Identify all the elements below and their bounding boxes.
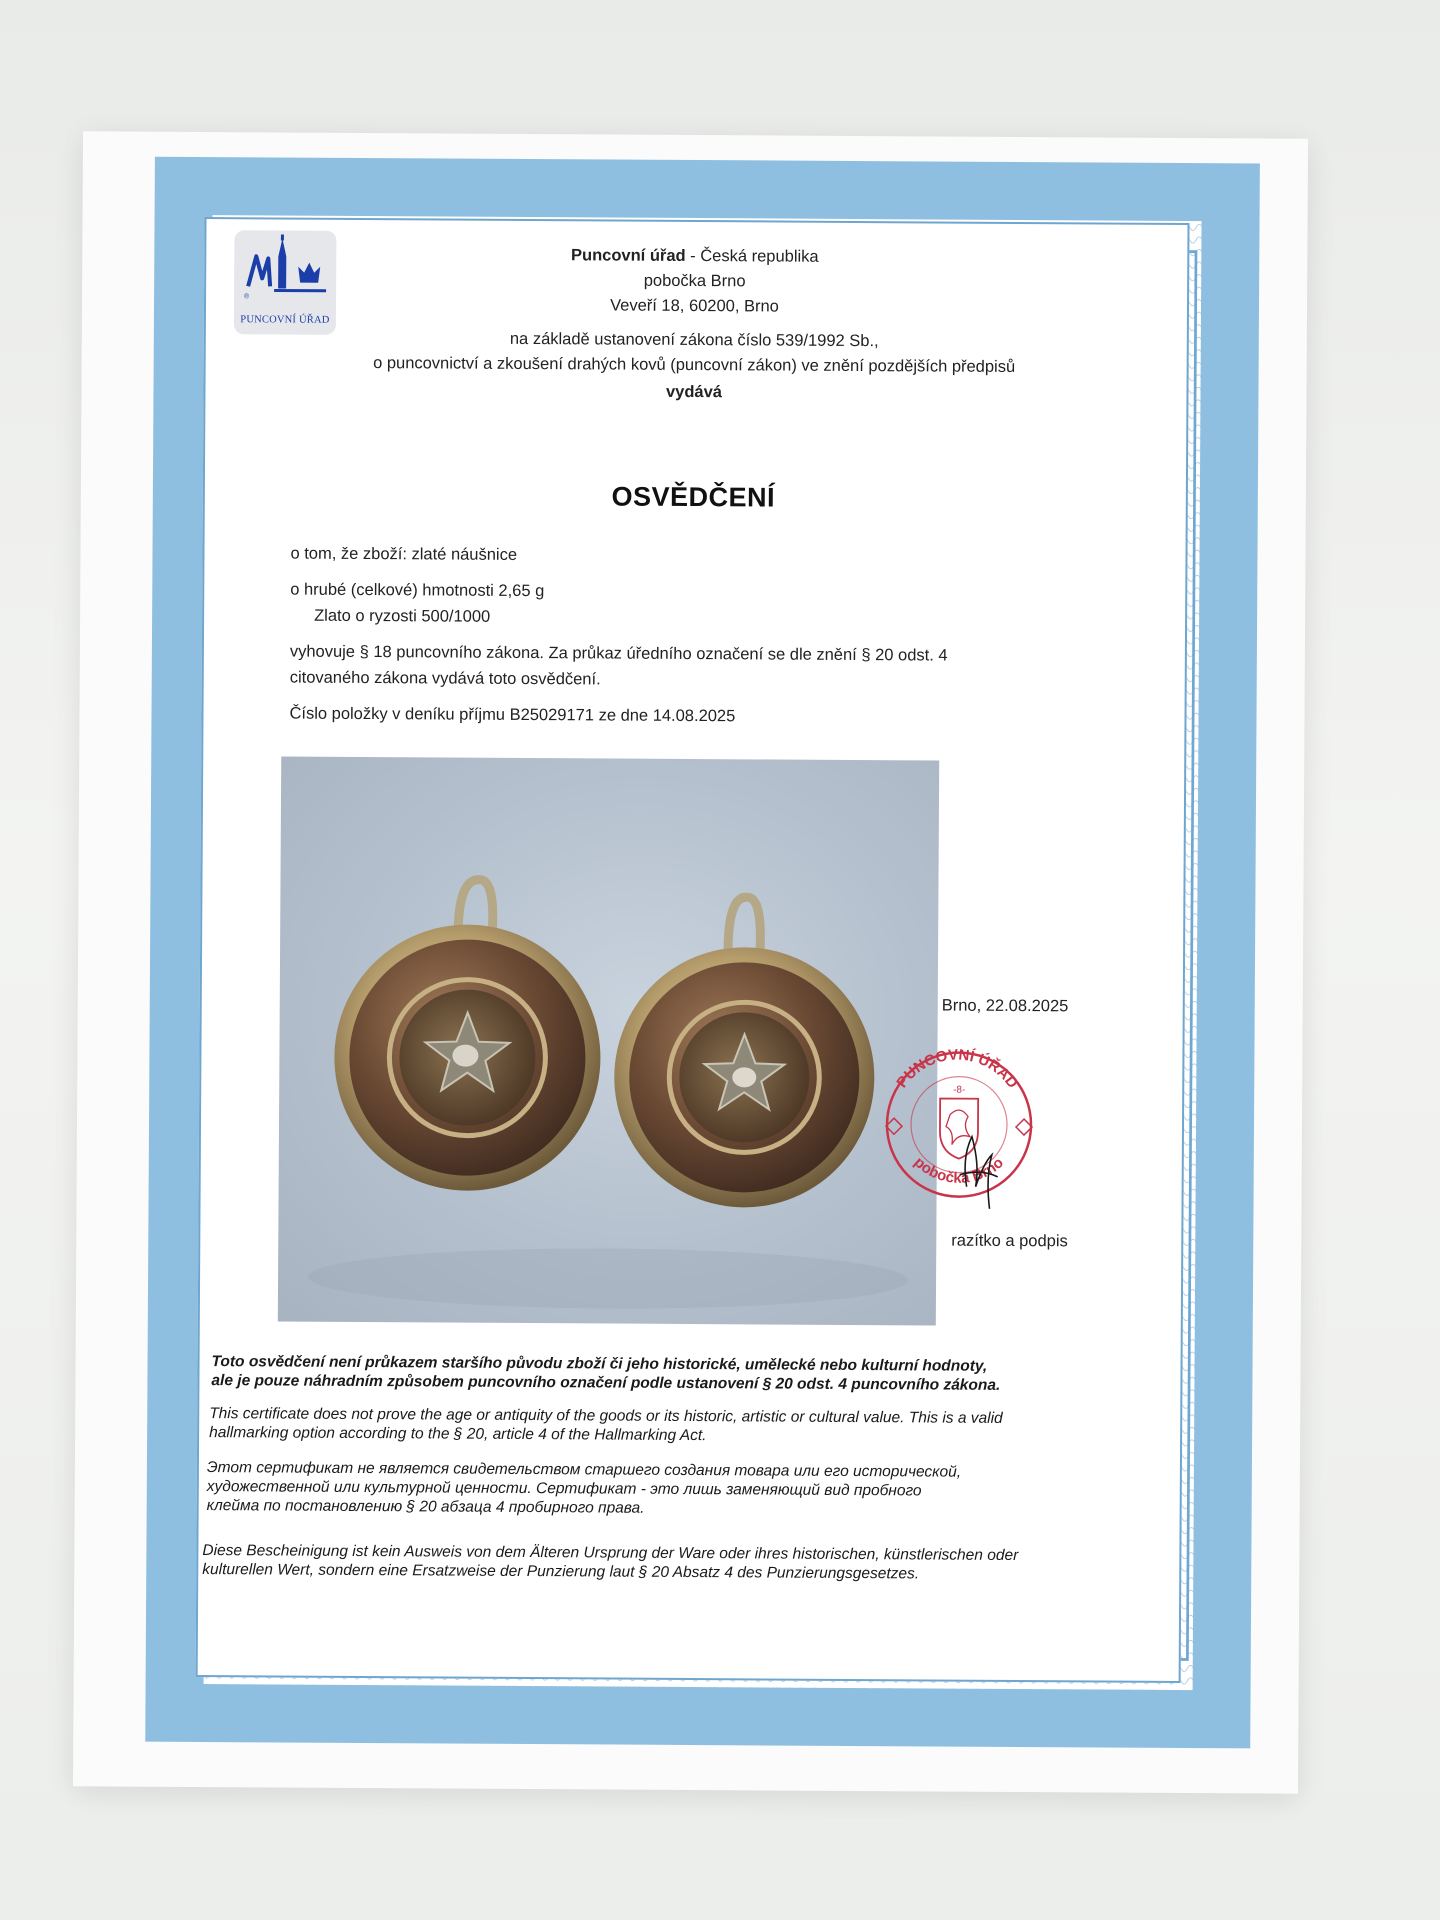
compliance-line-1: vyhovuje § 18 puncovního zákona. Za průkaz úředního označení se dle znění § 20 odst. 4 [289, 642, 948, 665]
stamp-bottom-text: pobočka Brno [910, 1153, 1007, 1187]
disclaimer-ru-line-1: Этот сертификат не является свидетельством старшего создания товара или его исторической, [206, 1459, 962, 1481]
gold-earrings-image [278, 756, 939, 1325]
office-name: Puncovní úřad [570, 246, 686, 265]
disclaimer-cz [211, 1352, 1000, 1395]
certificate-title: OSVĚDČENÍ [611, 481, 776, 513]
disclaimer-de [202, 1541, 1018, 1584]
place-date: Brno, 22.08.2025 [941, 996, 1069, 1016]
disclaimer-en-line-1: This certificate does not prove the age or antiquity of the goods or its historic, artistic or cultural value. This is a valid [209, 1405, 1003, 1427]
compliance-line-2: citovaného zákona vydává toto osvědčení. [289, 668, 601, 689]
disclaimer-ru [207, 1458, 962, 1520]
disclaimer-ru-line-3: клейма по постановлению § 20 абзаца 4 пробирного права. [206, 1497, 645, 1517]
stamp-top-text: PUNCOVNÍ ÚŘAD [893, 1046, 1022, 1092]
weight-line: o hrubé (celkové) hmotnosti 2,65 g [290, 580, 545, 601]
logo-caption: PUNCOVNÍ ÚŘAD [240, 314, 330, 326]
office-country: - Česká republika [685, 246, 819, 266]
branch-line: pobočka Brno [643, 271, 746, 291]
address-line: Veveří 18, 60200, Brno [610, 296, 779, 316]
disclaimer-ru-line-2: художественной или культурной ценности. Сертификат - это лишь заменяющий вид пробного [206, 1478, 922, 1500]
svg-text:®: ® [244, 293, 250, 301]
disclaimer-de-line-2: kulturellen Wert, sondern eine Ersatzweise der Punzierung laut § 20 Absatz 4 des Punzierungsgesetzes. [202, 1561, 920, 1583]
law-line-1: na základě ustanovení zákona číslo 539/1992 Sb., [509, 329, 879, 351]
disclaimer-de-line-1: Diese Bescheinigung ist kein Ausweis von dem Älteren Ursprung der Ware oder ihres historischen, künstlerischen oder [202, 1542, 1019, 1565]
coat-of-arms-icon [940, 1099, 978, 1159]
disclaimer-cz-line-1: Toto osvědčení není průkazem staršího původu zboží či jeho historické, umělecké nebo kulturní hodnoty, [211, 1353, 988, 1375]
official-stamp [871, 1036, 1047, 1217]
earrings-photo [278, 756, 939, 1325]
stamp-number: -8- [953, 1084, 966, 1096]
stamp-signature-label: razítko a podpis [951, 1231, 1068, 1251]
disclaimer-en [209, 1404, 1003, 1447]
law-line-2: o puncovnictví a zkoušení drahých kovů (puncovní zákon) ve znění pozdějších předpisů [373, 354, 1016, 376]
disclaimer-en-line-2: hallmarking option according to the § 20, article 4 of the Hallmarking Act. [209, 1424, 707, 1445]
certificate-sheet [73, 131, 1308, 1793]
fineness-line: Zlato o ryzosti 500/1000 [314, 606, 491, 626]
issues-line: vydává [665, 382, 723, 402]
journal-line: Číslo položky v deníku příjmu B25029171 ze dne 14.08.2025 [289, 704, 736, 726]
goods-line: o tom, že zboží: zlaté náušnice [290, 544, 518, 564]
disclaimer-cz-line-2: ale je pouze náhradním způsobem puncovního označení podle ustanovení § 20 odst. 4 puncovního zákona. [211, 1372, 1001, 1394]
